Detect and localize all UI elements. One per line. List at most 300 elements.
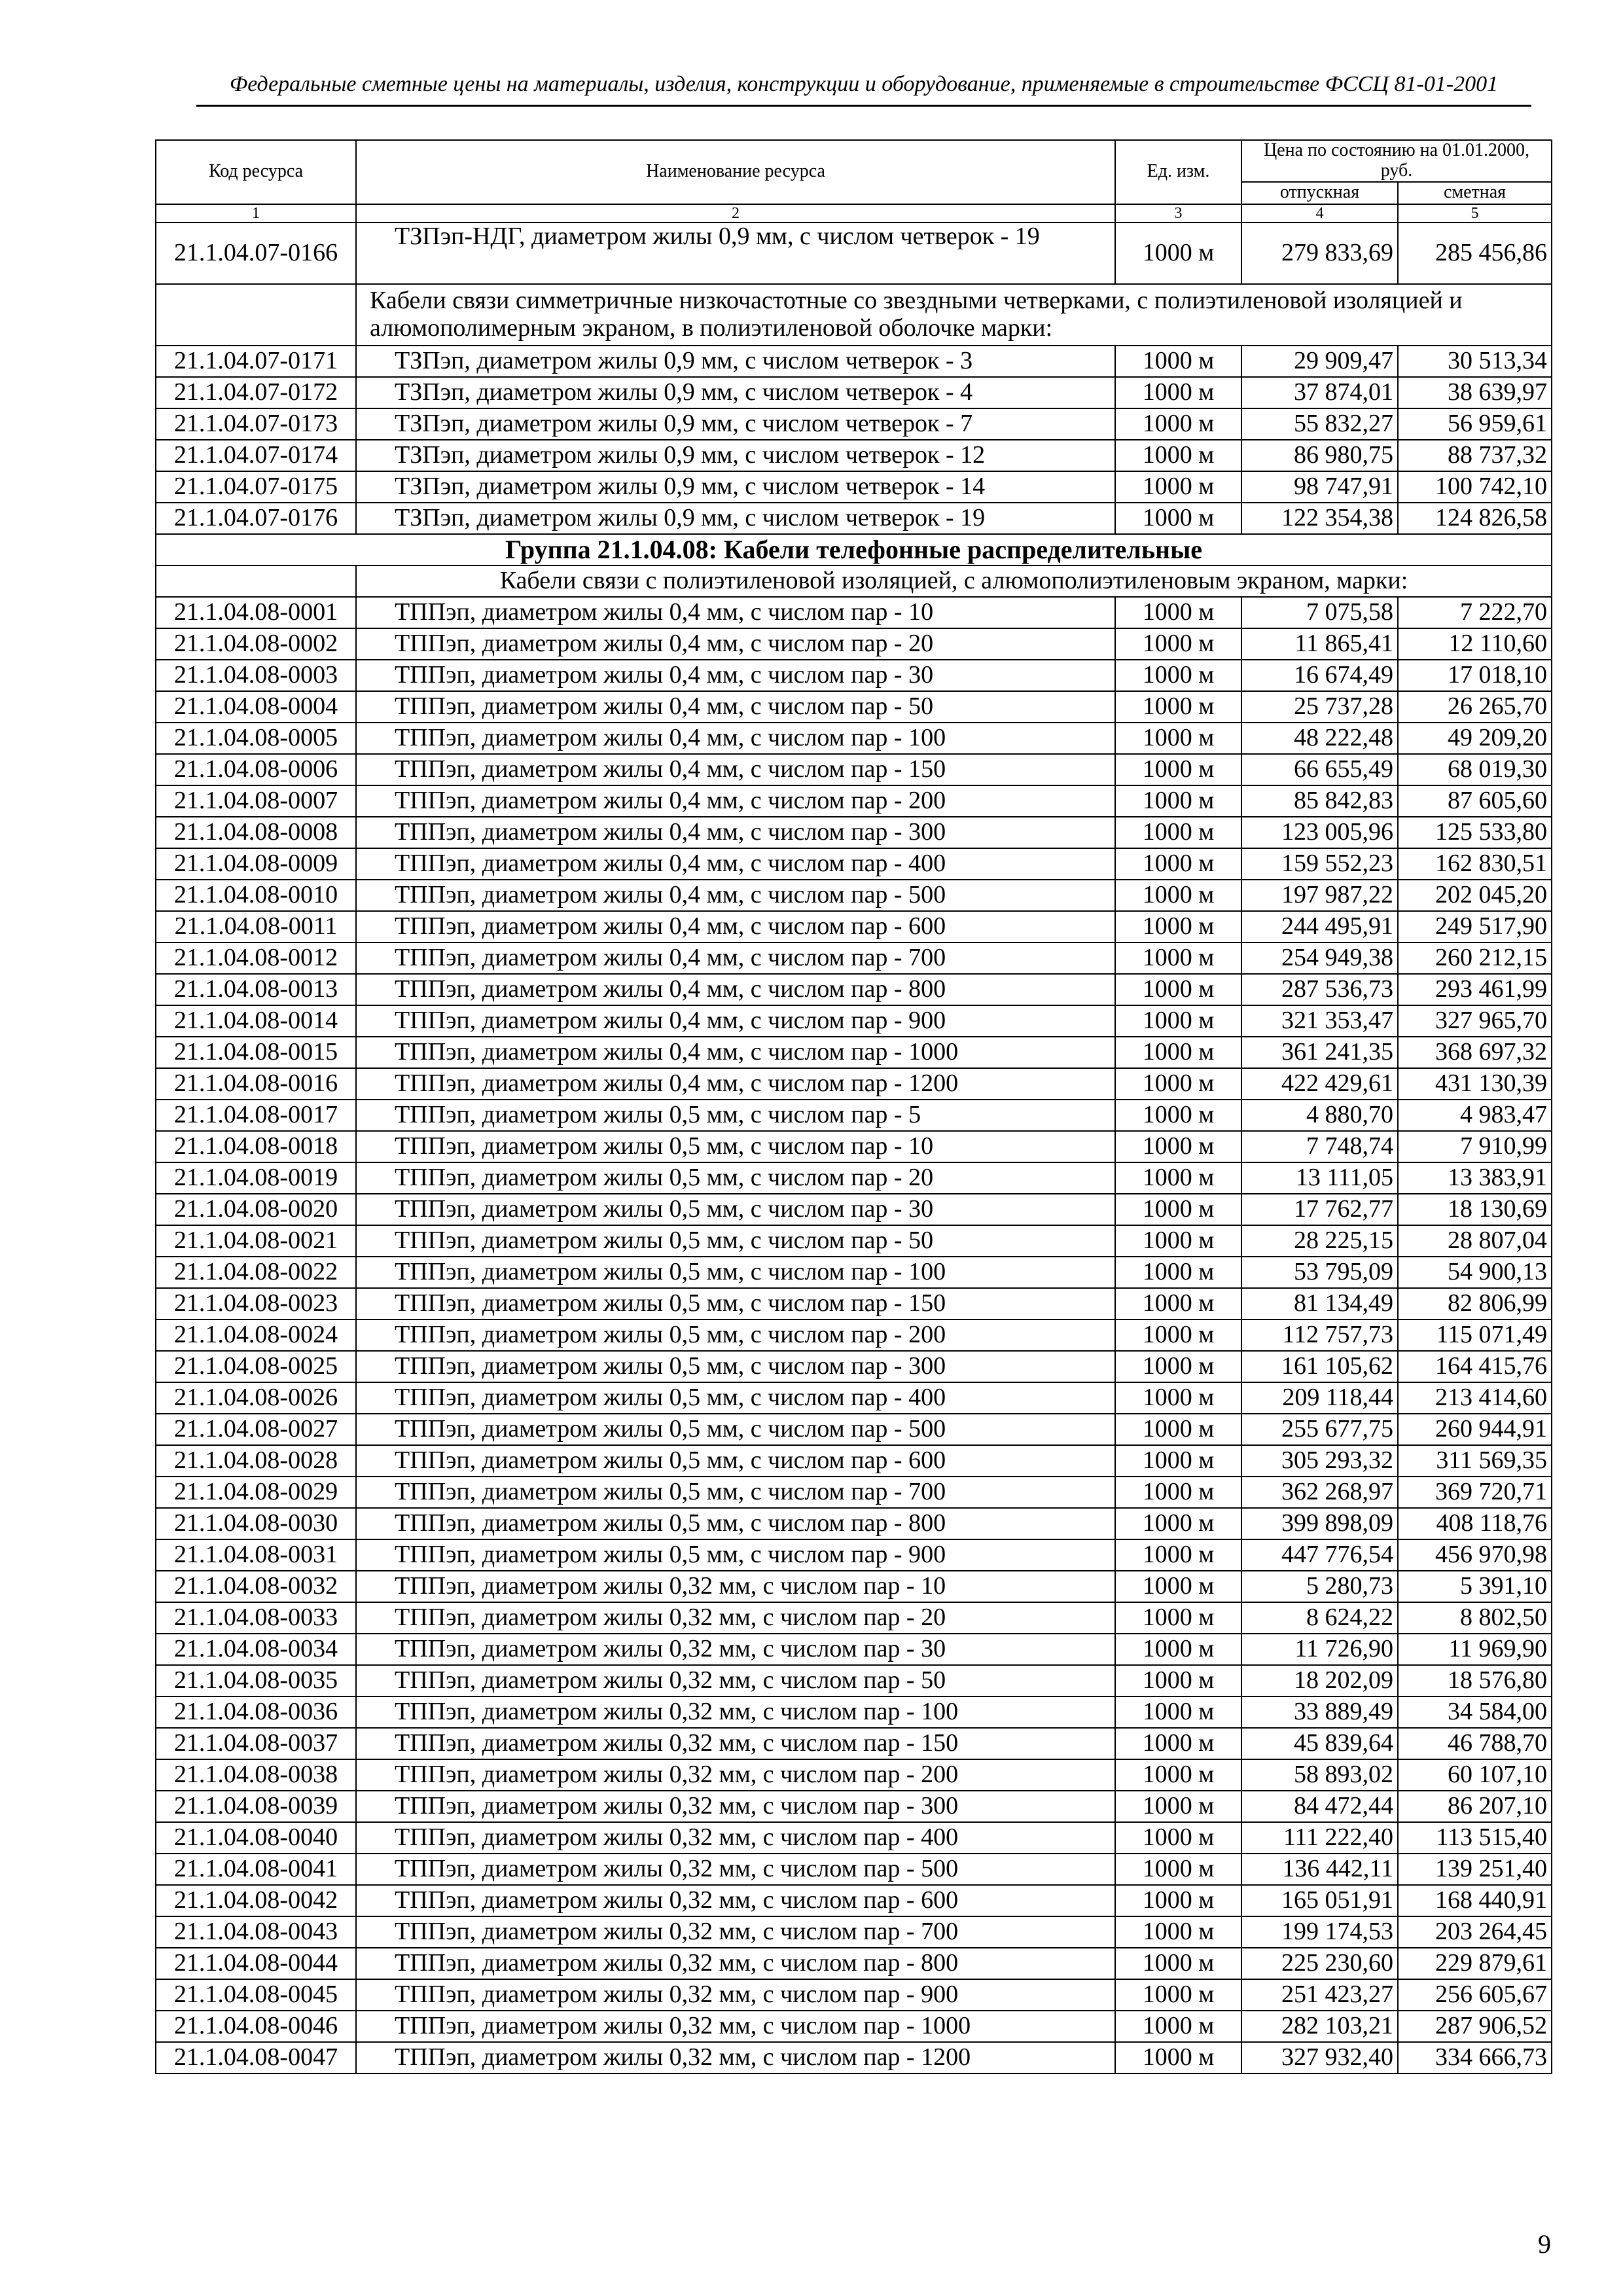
resource-code: 21.1.04.07-0175 <box>156 471 356 503</box>
resource-code: 21.1.04.08-0010 <box>156 880 356 911</box>
table-row <box>156 1791 1552 1822</box>
col-header-release: отпускная <box>1241 182 1398 204</box>
unit: 1000 м <box>1115 1885 1241 1916</box>
resource-name: ТППэп, диаметром жилы 0,32 мм, с числом пар - 900 <box>356 1979 1115 2011</box>
resource-name: ТППэп, диаметром жилы 0,5 мм, с числом пар - 900 <box>356 1539 1115 1571</box>
release-price: 13 111,05 <box>1241 1162 1398 1194</box>
estimate-price: 293 461,99 <box>1398 974 1552 1005</box>
estimate-price: 408 118,76 <box>1398 1508 1552 1539</box>
resource-name: ТППэп, диаметром жилы 0,5 мм, с числом пар - 700 <box>356 1477 1115 1508</box>
release-price: 321 353,47 <box>1241 1005 1398 1037</box>
resource-code: 21.1.04.08-0007 <box>156 785 356 817</box>
resource-code: 21.1.04.08-0001 <box>156 597 356 628</box>
resource-code: 21.1.04.08-0022 <box>156 1257 356 1288</box>
unit: 1000 м <box>1115 974 1241 1005</box>
unit: 1000 м <box>1115 1382 1241 1414</box>
resource-name: ТППэп, диаметром жилы 0,32 мм, с числом пар - 700 <box>356 1916 1115 1948</box>
estimate-price: 203 264,45 <box>1398 1916 1552 1948</box>
release-price: 7 075,58 <box>1241 597 1398 628</box>
estimate-price: 162 830,51 <box>1398 848 1552 880</box>
table-row <box>156 1068 1552 1100</box>
release-price: 123 005,96 <box>1241 817 1398 848</box>
estimate-price: 86 207,10 <box>1398 1791 1552 1822</box>
table-row <box>156 911 1552 942</box>
estimate-price: 334 666,73 <box>1398 2042 1552 2073</box>
resource-code: 21.1.04.08-0009 <box>156 848 356 880</box>
release-price: 11 865,41 <box>1241 628 1398 660</box>
release-price: 55 832,27 <box>1241 408 1398 440</box>
resource-name: ТППэп, диаметром жилы 0,32 мм, с числом пар - 500 <box>356 1854 1115 1885</box>
unit: 1000 м <box>1115 408 1241 440</box>
estimate-price: 311 569,35 <box>1398 1445 1552 1477</box>
unit: 1000 м <box>1115 1100 1241 1131</box>
resource-code: 21.1.04.08-0003 <box>156 660 356 691</box>
table-row <box>156 660 1552 691</box>
column-number: 5 <box>1398 204 1552 223</box>
unit: 1000 м <box>1115 503 1241 534</box>
release-price: 45 839,64 <box>1241 1728 1398 1759</box>
table-row <box>156 1414 1552 1445</box>
table-row <box>156 440 1552 471</box>
estimate-price: 260 944,91 <box>1398 1414 1552 1445</box>
resource-name: ТППэп, диаметром жилы 0,4 мм, с числом пар - 400 <box>356 848 1115 880</box>
column-number: 1 <box>156 204 356 223</box>
resource-name: ТППэп, диаметром жилы 0,4 мм, с числом пар - 800 <box>356 974 1115 1005</box>
resource-code: 21.1.04.08-0016 <box>156 1068 356 1100</box>
resource-code: 21.1.04.07-0173 <box>156 408 356 440</box>
resource-code: 21.1.04.08-0040 <box>156 1822 356 1854</box>
unit: 1000 м <box>1115 723 1241 754</box>
release-price: 85 842,83 <box>1241 785 1398 817</box>
table-row <box>156 1225 1552 1257</box>
resource-name: ТЗПэп, диаметром жилы 0,9 мм, с числом четверок - 4 <box>356 377 1115 408</box>
page-header-title: Федеральные сметные цены на материалы, изделия, конструкции и оборудование, применяемые в строительстве ФССЦ 81-01-2001 <box>229 72 1499 96</box>
unit: 1000 м <box>1115 1005 1241 1037</box>
table-row <box>156 1948 1552 1979</box>
resource-name: ТППэп, диаметром жилы 0,4 мм, с числом пар - 20 <box>356 628 1115 660</box>
section-title: Кабели связи симметричные низкочастотные со звездными четверками, с полиэтиленовой изоляцией и алюмополимерным экраном, в полиэтиленовой оболочке марки: <box>356 284 1552 346</box>
release-price: 8 624,22 <box>1241 1602 1398 1634</box>
resource-code: 21.1.04.07-0166 <box>156 223 356 284</box>
table-row <box>156 1351 1552 1382</box>
estimate-price: 368 697,32 <box>1398 1037 1552 1068</box>
resource-code: 21.1.04.08-0018 <box>156 1131 356 1162</box>
resource-name: ТППэп, диаметром жилы 0,5 мм, с числом пар - 200 <box>356 1319 1115 1351</box>
unit: 1000 м <box>1115 1571 1241 1602</box>
table-row <box>156 1508 1552 1539</box>
resource-code: 21.1.04.08-0006 <box>156 754 356 785</box>
resource-name: ТЗПэп, диаметром жилы 0,9 мм, с числом четверок - 14 <box>356 471 1115 503</box>
resource-name: ТППэп, диаметром жилы 0,32 мм, с числом пар - 150 <box>356 1728 1115 1759</box>
release-price: 282 103,21 <box>1241 2011 1398 2042</box>
resource-code: 21.1.04.08-0026 <box>156 1382 356 1414</box>
release-price: 255 677,75 <box>1241 1414 1398 1445</box>
resource-name: ТЗПэп, диаметром жилы 0,9 мм, с числом четверок - 7 <box>356 408 1115 440</box>
unit: 1000 м <box>1115 377 1241 408</box>
resource-name: ТЗПэп-НДГ, диаметром жилы 0,9 мм, с числом четверок - 19 <box>356 223 1115 284</box>
resource-name: ТППэп, диаметром жилы 0,5 мм, с числом пар - 150 <box>356 1288 1115 1319</box>
resource-code: 21.1.04.08-0008 <box>156 817 356 848</box>
resource-name: ТППэп, диаметром жилы 0,4 мм, с числом пар - 500 <box>356 880 1115 911</box>
resource-name: ТППэп, диаметром жилы 0,5 мм, с числом пар - 300 <box>356 1351 1115 1382</box>
release-price: 251 423,27 <box>1241 1979 1398 2011</box>
table-row <box>156 408 1552 440</box>
unit: 1000 м <box>1115 1225 1241 1257</box>
resource-name: ТППэп, диаметром жилы 0,4 мм, с числом пар - 1000 <box>356 1037 1115 1068</box>
unit: 1000 м <box>1115 223 1241 284</box>
resource-name: ТППэп, диаметром жилы 0,32 мм, с числом пар - 100 <box>356 1696 1115 1728</box>
table-row <box>156 1382 1552 1414</box>
estimate-price: 17 018,10 <box>1398 660 1552 691</box>
estimate-price: 260 212,15 <box>1398 942 1552 974</box>
resource-code: 21.1.04.08-0014 <box>156 1005 356 1037</box>
resource-name: ТППэп, диаметром жилы 0,32 мм, с числом пар - 30 <box>356 1634 1115 1665</box>
release-price: 361 241,35 <box>1241 1037 1398 1068</box>
resource-name: ТППэп, диаметром жилы 0,32 мм, с числом пар - 200 <box>356 1759 1115 1791</box>
resource-name: ТППэп, диаметром жилы 0,5 мм, с числом пар - 50 <box>356 1225 1115 1257</box>
resource-name: ТППэп, диаметром жилы 0,4 мм, с числом пар - 700 <box>356 942 1115 974</box>
release-price: 161 105,62 <box>1241 1351 1398 1382</box>
release-price: 447 776,54 <box>1241 1539 1398 1571</box>
resource-code: 21.1.04.08-0011 <box>156 911 356 942</box>
estimate-price: 8 802,50 <box>1398 1602 1552 1634</box>
estimate-price: 46 788,70 <box>1398 1728 1552 1759</box>
unit: 1000 м <box>1115 1445 1241 1477</box>
resource-name: ТППэп, диаметром жилы 0,4 мм, с числом пар - 10 <box>356 597 1115 628</box>
resource-code: 21.1.04.08-0021 <box>156 1225 356 1257</box>
release-price: 28 225,15 <box>1241 1225 1398 1257</box>
estimate-price: 5 391,10 <box>1398 1571 1552 1602</box>
resource-name: ТППэп, диаметром жилы 0,32 мм, с числом пар - 50 <box>356 1665 1115 1696</box>
header-divider <box>196 105 1531 107</box>
estimate-price: 456 970,98 <box>1398 1539 1552 1571</box>
resource-name: ТППэп, диаметром жилы 0,4 мм, с числом пар - 150 <box>356 754 1115 785</box>
resource-code: 21.1.04.07-0171 <box>156 346 356 377</box>
estimate-price: 18 576,80 <box>1398 1665 1552 1696</box>
release-price: 254 949,38 <box>1241 942 1398 974</box>
unit: 1000 м <box>1115 1696 1241 1728</box>
resource-name: ТППэп, диаметром жилы 0,32 мм, с числом пар - 300 <box>356 1791 1115 1822</box>
table-row <box>156 346 1552 377</box>
table-row <box>156 1037 1552 1068</box>
estimate-price: 68 019,30 <box>1398 754 1552 785</box>
col-header-name: Наименование ресурса <box>356 140 1115 204</box>
release-price: 159 552,23 <box>1241 848 1398 880</box>
unit: 1000 м <box>1115 597 1241 628</box>
estimate-price: 327 965,70 <box>1398 1005 1552 1037</box>
resource-code: 21.1.04.08-0005 <box>156 723 356 754</box>
unit: 1000 м <box>1115 1665 1241 1696</box>
release-price: 53 795,09 <box>1241 1257 1398 1288</box>
release-price: 209 118,44 <box>1241 1382 1398 1414</box>
estimate-price: 28 807,04 <box>1398 1225 1552 1257</box>
estimate-price: 124 826,58 <box>1398 503 1552 534</box>
resource-name: ТППэп, диаметром жилы 0,4 мм, с числом пар - 30 <box>356 660 1115 691</box>
column-number-row <box>156 204 1552 223</box>
release-price: 18 202,09 <box>1241 1665 1398 1696</box>
table-row <box>156 1696 1552 1728</box>
estimate-price: 213 414,60 <box>1398 1382 1552 1414</box>
resource-name: ТППэп, диаметром жилы 0,32 мм, с числом пар - 800 <box>356 1948 1115 1979</box>
unit: 1000 м <box>1115 1508 1241 1539</box>
release-price: 225 230,60 <box>1241 1948 1398 1979</box>
unit: 1000 м <box>1115 1131 1241 1162</box>
table-row <box>156 785 1552 817</box>
release-price: 81 134,49 <box>1241 1288 1398 1319</box>
table-row <box>156 1854 1552 1885</box>
resource-name: ТППэп, диаметром жилы 0,4 мм, с числом пар - 200 <box>356 785 1115 817</box>
resource-code: 21.1.04.08-0031 <box>156 1539 356 1571</box>
estimate-price: 11 969,90 <box>1398 1634 1552 1665</box>
release-price: 5 280,73 <box>1241 1571 1398 1602</box>
unit: 1000 м <box>1115 1916 1241 1948</box>
release-price: 279 833,69 <box>1241 223 1398 284</box>
estimate-price: 13 383,91 <box>1398 1162 1552 1194</box>
unit: 1000 м <box>1115 1194 1241 1225</box>
unit: 1000 м <box>1115 1634 1241 1665</box>
estimate-price: 164 415,76 <box>1398 1351 1552 1382</box>
release-price: 244 495,91 <box>1241 911 1398 942</box>
unit: 1000 м <box>1115 2011 1241 2042</box>
column-number: 2 <box>356 204 1115 223</box>
table-row <box>156 1100 1552 1131</box>
unit: 1000 м <box>1115 1979 1241 2011</box>
resource-name: ТППэп, диаметром жилы 0,4 мм, с числом пар - 1200 <box>356 1068 1115 1100</box>
table-row <box>156 1822 1552 1854</box>
estimate-price: 49 209,20 <box>1398 723 1552 754</box>
resource-name: ТППэп, диаметром жилы 0,32 мм, с числом пар - 1200 <box>356 2042 1115 2073</box>
table-row <box>156 880 1552 911</box>
resource-code: 21.1.04.07-0172 <box>156 377 356 408</box>
release-price: 48 222,48 <box>1241 723 1398 754</box>
release-price: 7 748,74 <box>1241 1131 1398 1162</box>
page-number: 9 <box>1538 2229 1551 2259</box>
estimate-price: 100 742,10 <box>1398 471 1552 503</box>
col-header-unit: Ед. изм. <box>1115 140 1241 204</box>
resource-name: ТППэп, диаметром жилы 0,4 мм, с числом пар - 900 <box>356 1005 1115 1037</box>
unit: 1000 м <box>1115 440 1241 471</box>
table-row <box>156 1005 1552 1037</box>
release-price: 111 222,40 <box>1241 1822 1398 1854</box>
release-price: 165 051,91 <box>1241 1885 1398 1916</box>
resource-name: ТППэп, диаметром жилы 0,5 мм, с числом пар - 100 <box>356 1257 1115 1288</box>
estimate-price: 56 959,61 <box>1398 408 1552 440</box>
table-row <box>156 1571 1552 1602</box>
col-header-estimate: сметная <box>1398 182 1552 204</box>
resource-code: 21.1.04.08-0041 <box>156 1854 356 1885</box>
unit: 1000 м <box>1115 1319 1241 1351</box>
table-row <box>156 1131 1552 1162</box>
estimate-price: 113 515,40 <box>1398 1822 1552 1854</box>
unit: 1000 м <box>1115 1068 1241 1100</box>
resource-code: 21.1.04.08-0027 <box>156 1414 356 1445</box>
unit: 1000 м <box>1115 471 1241 503</box>
resource-name: ТППэп, диаметром жилы 0,5 мм, с числом пар - 10 <box>356 1131 1115 1162</box>
estimate-price: 82 806,99 <box>1398 1288 1552 1319</box>
unit: 1000 м <box>1115 1759 1241 1791</box>
unit: 1000 м <box>1115 1539 1241 1571</box>
unit: 1000 м <box>1115 691 1241 723</box>
group-subtitle-row <box>156 565 1552 597</box>
unit: 1000 м <box>1115 880 1241 911</box>
resource-code: 21.1.04.08-0034 <box>156 1634 356 1665</box>
release-price: 11 726,90 <box>1241 1634 1398 1665</box>
estimate-price: 30 513,34 <box>1398 346 1552 377</box>
resource-code: 21.1.04.08-0032 <box>156 1571 356 1602</box>
resource-code: 21.1.04.08-0013 <box>156 974 356 1005</box>
release-price: 33 889,49 <box>1241 1696 1398 1728</box>
release-price: 362 268,97 <box>1241 1477 1398 1508</box>
estimate-price: 125 533,80 <box>1398 817 1552 848</box>
resource-code: 21.1.04.08-0015 <box>156 1037 356 1068</box>
unit: 1000 м <box>1115 1351 1241 1382</box>
col-header-code: Код ресурса <box>156 140 356 204</box>
table-row <box>156 817 1552 848</box>
table-row <box>156 1885 1552 1916</box>
release-price: 86 980,75 <box>1241 440 1398 471</box>
estimate-price: 4 983,47 <box>1398 1100 1552 1131</box>
table-row <box>156 377 1552 408</box>
unit: 1000 м <box>1115 628 1241 660</box>
release-price: 112 757,73 <box>1241 1319 1398 1351</box>
resource-name: ТППэп, диаметром жилы 0,5 мм, с числом пар - 20 <box>356 1162 1115 1194</box>
resource-code: 21.1.04.08-0042 <box>156 1885 356 1916</box>
table-row <box>156 754 1552 785</box>
unit: 1000 м <box>1115 1037 1241 1068</box>
resource-code: 21.1.04.08-0002 <box>156 628 356 660</box>
release-price: 199 174,53 <box>1241 1916 1398 1948</box>
unit: 1000 м <box>1115 1477 1241 1508</box>
resource-name: ТППэп, диаметром жилы 0,32 мм, с числом пар - 10 <box>356 1571 1115 1602</box>
unit: 1000 м <box>1115 1948 1241 1979</box>
resource-name: ТППэп, диаметром жилы 0,5 мм, с числом пар - 600 <box>356 1445 1115 1477</box>
price-table <box>155 139 1552 2074</box>
resource-code: 21.1.04.08-0038 <box>156 1759 356 1791</box>
table-row <box>156 1916 1552 1948</box>
estimate-price: 287 906,52 <box>1398 2011 1552 2042</box>
resource-name: ТППэп, диаметром жилы 0,5 мм, с числом пар - 5 <box>356 1100 1115 1131</box>
resource-code: 21.1.04.08-0030 <box>156 1508 356 1539</box>
release-price: 4 880,70 <box>1241 1100 1398 1131</box>
resource-name: ТППэп, диаметром жилы 0,32 мм, с числом пар - 400 <box>356 1822 1115 1854</box>
table-header-row <box>156 140 1552 182</box>
resource-code: 21.1.04.08-0035 <box>156 1665 356 1696</box>
resource-name: ТППэп, диаметром жилы 0,4 мм, с числом пар - 300 <box>356 817 1115 848</box>
estimate-price: 7 222,70 <box>1398 597 1552 628</box>
resource-name: ТППэп, диаметром жилы 0,4 мм, с числом пар - 600 <box>356 911 1115 942</box>
resource-code: 21.1.04.08-0004 <box>156 691 356 723</box>
table-row <box>156 223 1552 284</box>
unit: 1000 м <box>1115 848 1241 880</box>
resource-name: ТППэп, диаметром жилы 0,32 мм, с числом пар - 600 <box>356 1885 1115 1916</box>
empty-cell <box>156 565 356 597</box>
estimate-price: 249 517,90 <box>1398 911 1552 942</box>
estimate-price: 229 879,61 <box>1398 1948 1552 1979</box>
estimate-price: 34 584,00 <box>1398 1696 1552 1728</box>
table-row <box>156 1665 1552 1696</box>
resource-code: 21.1.04.08-0012 <box>156 942 356 974</box>
table-row <box>156 1288 1552 1319</box>
table-row <box>156 2011 1552 2042</box>
resource-code: 21.1.04.08-0028 <box>156 1445 356 1477</box>
estimate-price: 38 639,97 <box>1398 377 1552 408</box>
release-price: 122 354,38 <box>1241 503 1398 534</box>
resource-code: 21.1.04.08-0020 <box>156 1194 356 1225</box>
estimate-price: 54 900,13 <box>1398 1257 1552 1288</box>
estimate-price: 202 045,20 <box>1398 880 1552 911</box>
release-price: 84 472,44 <box>1241 1791 1398 1822</box>
table-row <box>156 503 1552 534</box>
release-price: 66 655,49 <box>1241 754 1398 785</box>
resource-code: 21.1.04.08-0033 <box>156 1602 356 1634</box>
resource-code: 21.1.04.08-0029 <box>156 1477 356 1508</box>
resource-name: ТППэп, диаметром жилы 0,32 мм, с числом пар - 20 <box>356 1602 1115 1634</box>
unit: 1000 м <box>1115 660 1241 691</box>
table-row <box>156 1728 1552 1759</box>
section-title-row <box>156 284 1552 346</box>
col-header-price: Цена по состоянию на 01.01.2000, руб. <box>1241 140 1552 182</box>
table-row <box>156 597 1552 628</box>
table-row <box>156 691 1552 723</box>
resource-name: ТЗПэп, диаметром жилы 0,9 мм, с числом четверок - 3 <box>356 346 1115 377</box>
unit: 1000 м <box>1115 1854 1241 1885</box>
estimate-price: 256 605,67 <box>1398 1979 1552 2011</box>
release-price: 399 898,09 <box>1241 1508 1398 1539</box>
unit: 1000 м <box>1115 817 1241 848</box>
estimate-price: 88 737,32 <box>1398 440 1552 471</box>
resource-code: 21.1.04.08-0023 <box>156 1288 356 1319</box>
column-number: 3 <box>1115 204 1241 223</box>
resource-name: ТППэп, диаметром жилы 0,5 мм, с числом пар - 500 <box>356 1414 1115 1445</box>
table-row <box>156 848 1552 880</box>
resource-name: ТЗПэп, диаметром жилы 0,9 мм, с числом четверок - 12 <box>356 440 1115 471</box>
resource-code: 21.1.04.07-0174 <box>156 440 356 471</box>
unit: 1000 м <box>1115 1602 1241 1634</box>
table-row <box>156 723 1552 754</box>
resource-code: 21.1.04.08-0045 <box>156 1979 356 2011</box>
unit: 1000 м <box>1115 346 1241 377</box>
resource-code: 21.1.04.08-0046 <box>156 2011 356 2042</box>
table-row <box>156 628 1552 660</box>
table-row <box>156 471 1552 503</box>
group-subtitle: Кабели связи с полиэтиленовой изоляцией, с алюмополиэтиленовым экраном, марки: <box>356 565 1552 597</box>
unit: 1000 м <box>1115 1791 1241 1822</box>
release-price: 287 536,73 <box>1241 974 1398 1005</box>
resource-code: 21.1.04.08-0024 <box>156 1319 356 1351</box>
table-row <box>156 2042 1552 2073</box>
estimate-price: 60 107,10 <box>1398 1759 1552 1791</box>
estimate-price: 115 071,49 <box>1398 1319 1552 1351</box>
estimate-price: 26 265,70 <box>1398 691 1552 723</box>
release-price: 197 987,22 <box>1241 880 1398 911</box>
resource-code: 21.1.04.08-0019 <box>156 1162 356 1194</box>
release-price: 17 762,77 <box>1241 1194 1398 1225</box>
estimate-price: 18 130,69 <box>1398 1194 1552 1225</box>
estimate-price: 139 251,40 <box>1398 1854 1552 1885</box>
estimate-price: 87 605,60 <box>1398 785 1552 817</box>
table-row <box>156 1539 1552 1571</box>
resource-name: ТППэп, диаметром жилы 0,5 мм, с числом пар - 30 <box>356 1194 1115 1225</box>
resource-code: 21.1.04.08-0037 <box>156 1728 356 1759</box>
release-price: 327 932,40 <box>1241 2042 1398 2073</box>
group-title: Группа 21.1.04.08: Кабели телефонные распределительные <box>156 534 1552 565</box>
release-price: 98 747,91 <box>1241 471 1398 503</box>
release-price: 29 909,47 <box>1241 346 1398 377</box>
resource-code: 21.1.04.07-0176 <box>156 503 356 534</box>
estimate-price: 431 130,39 <box>1398 1068 1552 1100</box>
unit: 1000 м <box>1115 1728 1241 1759</box>
resource-name: ТППэп, диаметром жилы 0,4 мм, с числом пар - 100 <box>356 723 1115 754</box>
